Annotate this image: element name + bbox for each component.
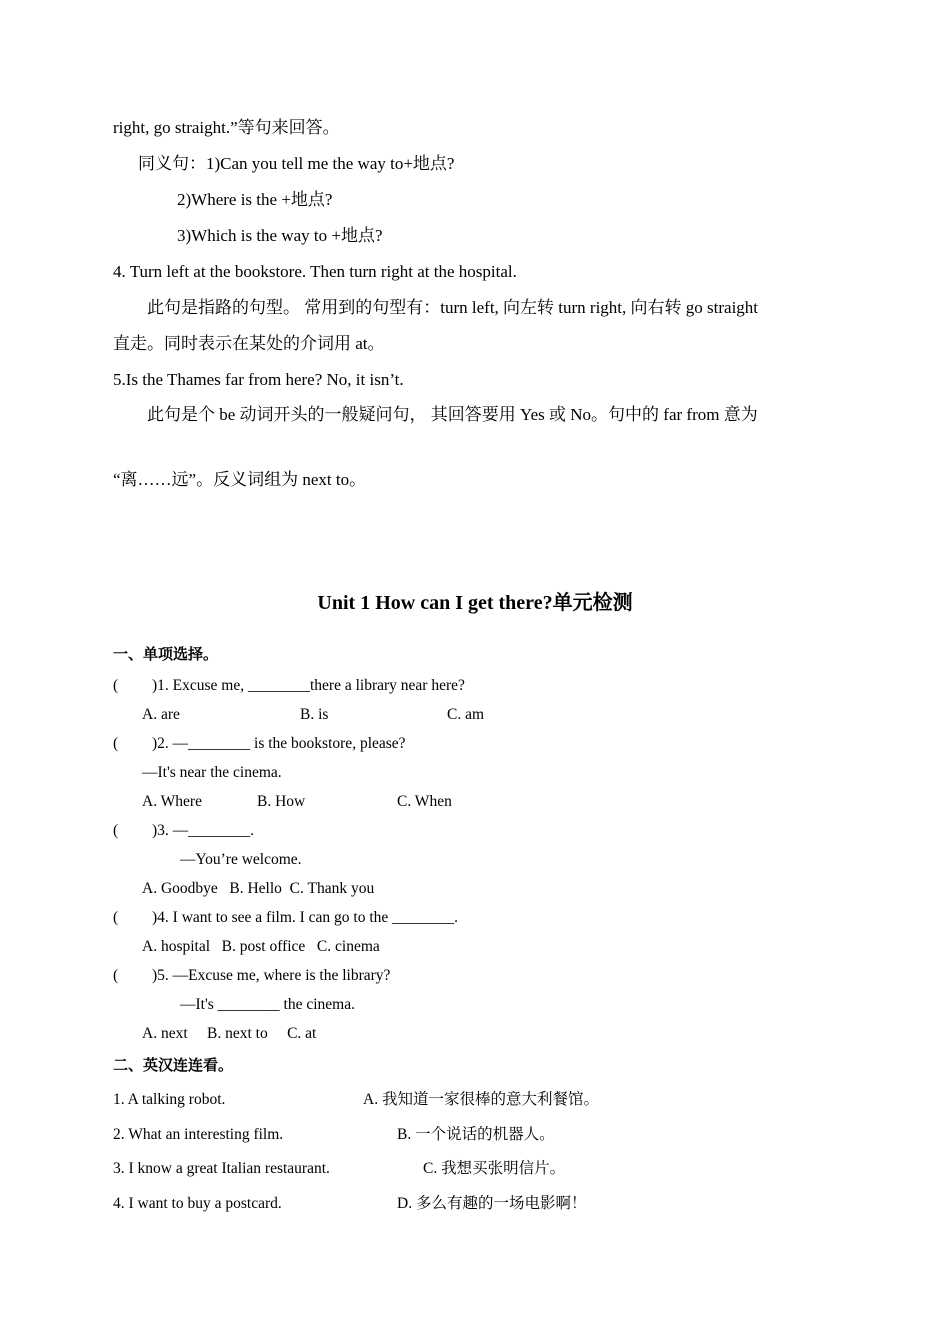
note-line: 此句是指路的句型。 常用到的句型有：turn left, 向左转 turn right, 向右转 go straight — [147, 298, 759, 317]
option-b: B. is — [300, 706, 329, 723]
match-left: 1. A talking robot. — [113, 1091, 226, 1108]
question-reply: —It's ________ the cinema. — [180, 996, 355, 1013]
options: A. hospital B. post office C. cinema — [142, 938, 380, 955]
match-right: C. 我想买张明信片。 — [423, 1160, 566, 1177]
match-right: B. 一个说话的机器人。 — [397, 1126, 555, 1143]
question-2: )2. —________ is the bookstore, please? — [152, 735, 406, 752]
options: A. Goodbye B. Hello C. Thank you — [142, 880, 375, 897]
question-3: )3. —________. — [152, 822, 255, 839]
note-line: 2)Where is the +地点? — [177, 190, 333, 209]
question-reply: —It's near the cinema. — [142, 764, 282, 781]
note-line: “离……远”。反义词组为 next to。 — [113, 470, 367, 489]
note-line: 3)Which is the way to +地点? — [177, 226, 383, 245]
note-line: 直走。同时表示在某处的介词用 at。 — [113, 334, 385, 353]
match-left: 2. What an interesting film. — [113, 1126, 284, 1143]
answer-paren: ( — [113, 909, 119, 926]
answer-paren: ( — [113, 967, 119, 984]
section-heading: 二、英汉连连看。 — [113, 1056, 234, 1074]
note-line: 此句是个 be 动词开头的一般疑问句， 其回答要用 Yes 或 No。句中的 far from 意为 — [147, 405, 758, 424]
question-4: )4. I want to see a film. I can go to the ________. — [152, 909, 459, 926]
option-a: A. are — [142, 706, 180, 723]
options: A. next B. next to C. at — [142, 1025, 317, 1042]
question-reply: —You’re welcome. — [180, 851, 302, 868]
section-heading: 一、单项选择。 — [113, 645, 219, 663]
match-right: A. 我知道一家很棒的意大利餐馆。 — [363, 1091, 599, 1108]
answer-paren: ( — [113, 677, 119, 694]
question-5: )5. —Excuse me, where is the library? — [152, 967, 391, 984]
note-line: 4. Turn left at the bookstore. Then turn right at the hospital. — [113, 262, 517, 281]
answer-paren: ( — [113, 735, 119, 752]
match-left: 4. I want to buy a postcard. — [113, 1195, 282, 1212]
option-b: B. How — [257, 793, 306, 810]
question-1: )1. Excuse me, ________there a library near here? — [152, 677, 465, 694]
note-line: right, go straight.”等句来回答。 — [113, 118, 340, 137]
option-c: C. am — [447, 706, 485, 723]
note-line: 同义句：1)Can you tell me the way to+地点? — [138, 154, 455, 173]
match-right: D. 多么有趣的一场电影啊！ — [397, 1195, 587, 1212]
option-c: C. When — [397, 793, 452, 810]
match-left: 3. I know a great Italian restaurant. — [113, 1160, 330, 1177]
answer-paren: ( — [113, 822, 119, 839]
page-title: Unit 1 How can I get there?单元检测 — [317, 592, 633, 614]
option-a: A. Where — [142, 793, 202, 810]
note-line: 5.Is the Thames far from here? No, it isn’t. — [113, 370, 404, 389]
